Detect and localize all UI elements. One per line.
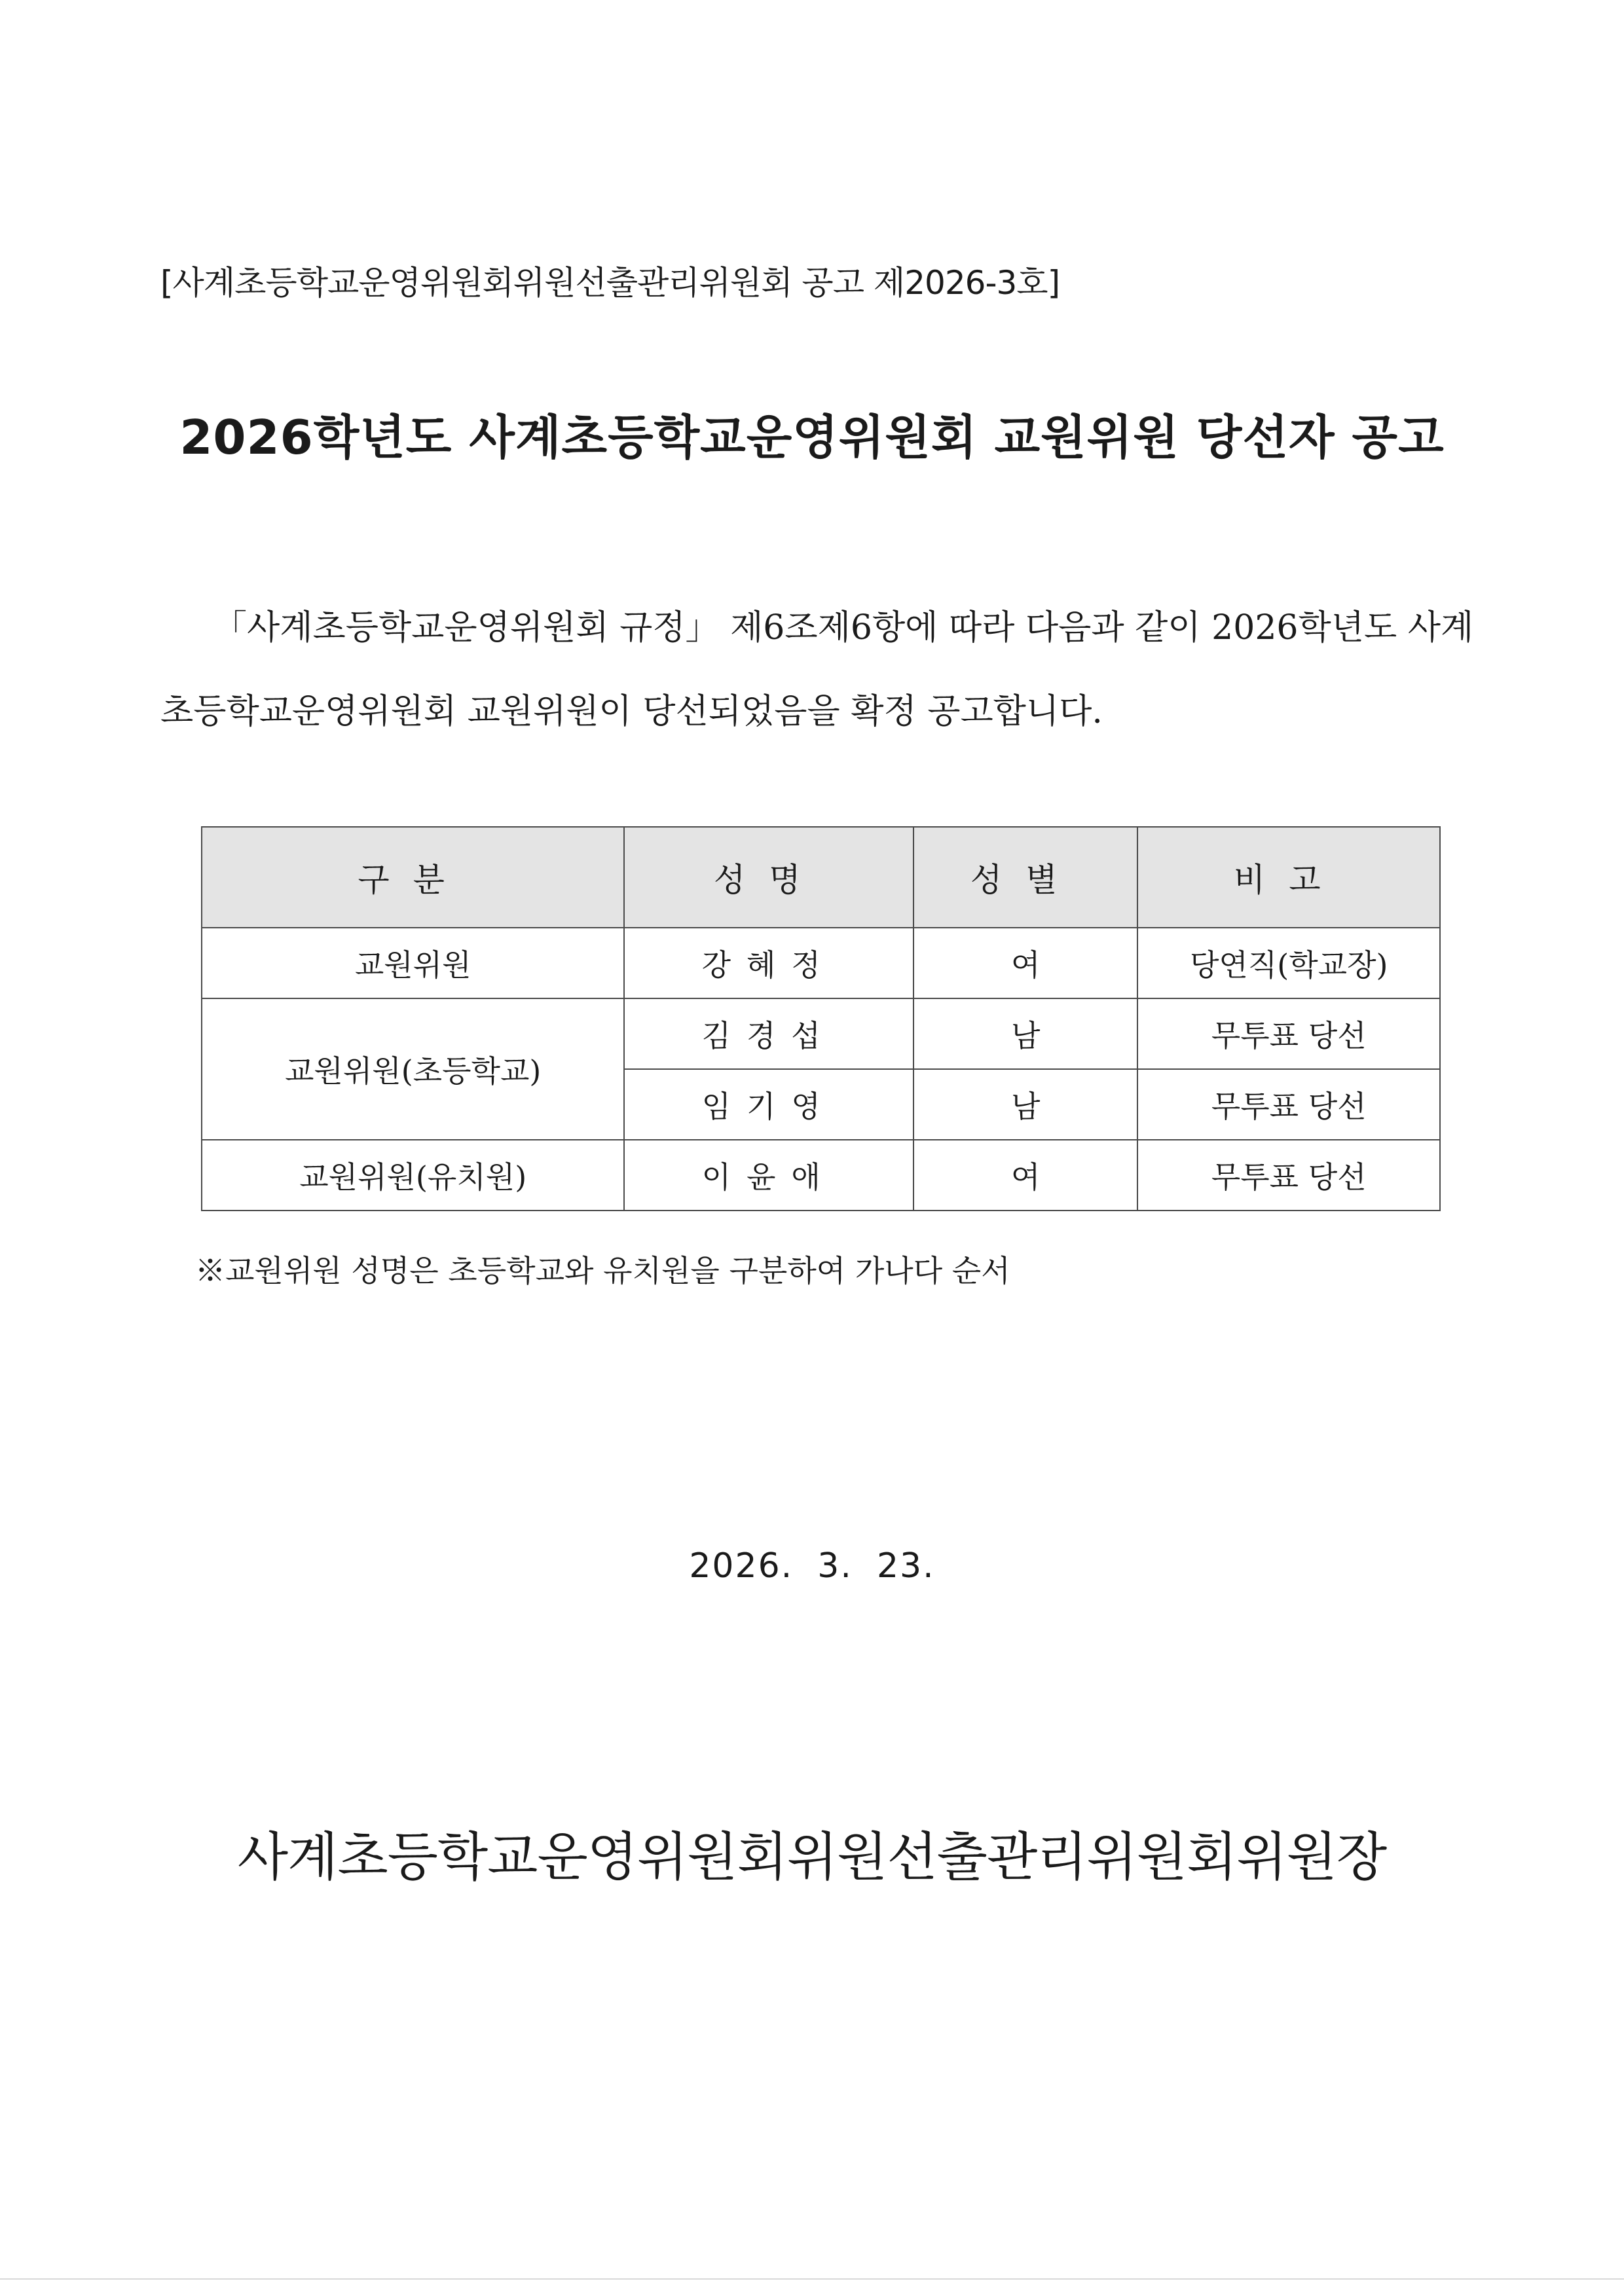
header-category: 구분 — [202, 827, 624, 928]
cell-gender: 남 — [913, 1069, 1137, 1140]
cell-name: 강혜정 — [624, 928, 913, 998]
table-row — [202, 998, 1440, 1069]
document-title: 2026학년도 사계초등학교운영위원회 교원위원 당선자 공고 — [179, 410, 1445, 465]
cell-gender: 남 — [913, 998, 1137, 1069]
table-header-row — [202, 827, 1440, 928]
bottom-scan-edge — [0, 2278, 1624, 2280]
cell-note: 무투표 당선 — [1137, 998, 1440, 1069]
cell-gender: 여 — [913, 928, 1137, 998]
cell-gender: 여 — [913, 1140, 1137, 1211]
cell-note: 무투표 당선 — [1137, 1069, 1440, 1140]
cell-note: 당연직(학교장) — [1137, 928, 1440, 998]
body-line-2: 초등학교운영위원회 교원위원이 당선되었음을 확정 공고합니다. — [160, 692, 1103, 731]
cell-name: 김경섭 — [624, 998, 913, 1069]
cell-name: 임기영 — [624, 1069, 913, 1140]
header-note: 비고 — [1137, 827, 1440, 928]
elected-members-table — [201, 826, 1441, 1211]
table-row — [202, 1140, 1440, 1211]
cell-category: 교원위원(초등학교) — [202, 998, 624, 1140]
cell-name: 이윤애 — [624, 1140, 913, 1211]
cell-note: 무투표 당선 — [1137, 1140, 1440, 1211]
footnote: ※교원위원 성명은 초등학교와 유치원을 구분하여 가나다 순서 — [195, 1253, 1010, 1288]
header-gender: 성별 — [913, 827, 1137, 928]
signer-title: 사계초등학교운영위원회위원선출관리위원회위원장 — [237, 1827, 1387, 1887]
body-paragraph — [160, 586, 1477, 754]
cell-category: 교원위원(유치원) — [202, 1140, 624, 1211]
header-name: 성명 — [624, 827, 913, 928]
table-row — [202, 928, 1440, 998]
notice-number: [사계초등학교운영위원회위원선출관리위원회 공고 제2026-3호] — [160, 264, 1060, 302]
body-line-1: 「사계초등학교운영위원회 규정」 제6조제6항에 따라 다음과 같이 2026학년도 사계 — [213, 608, 1474, 647]
document-date: 2026. 3. 23. — [689, 1546, 935, 1586]
cell-category: 교원위원 — [202, 928, 624, 998]
